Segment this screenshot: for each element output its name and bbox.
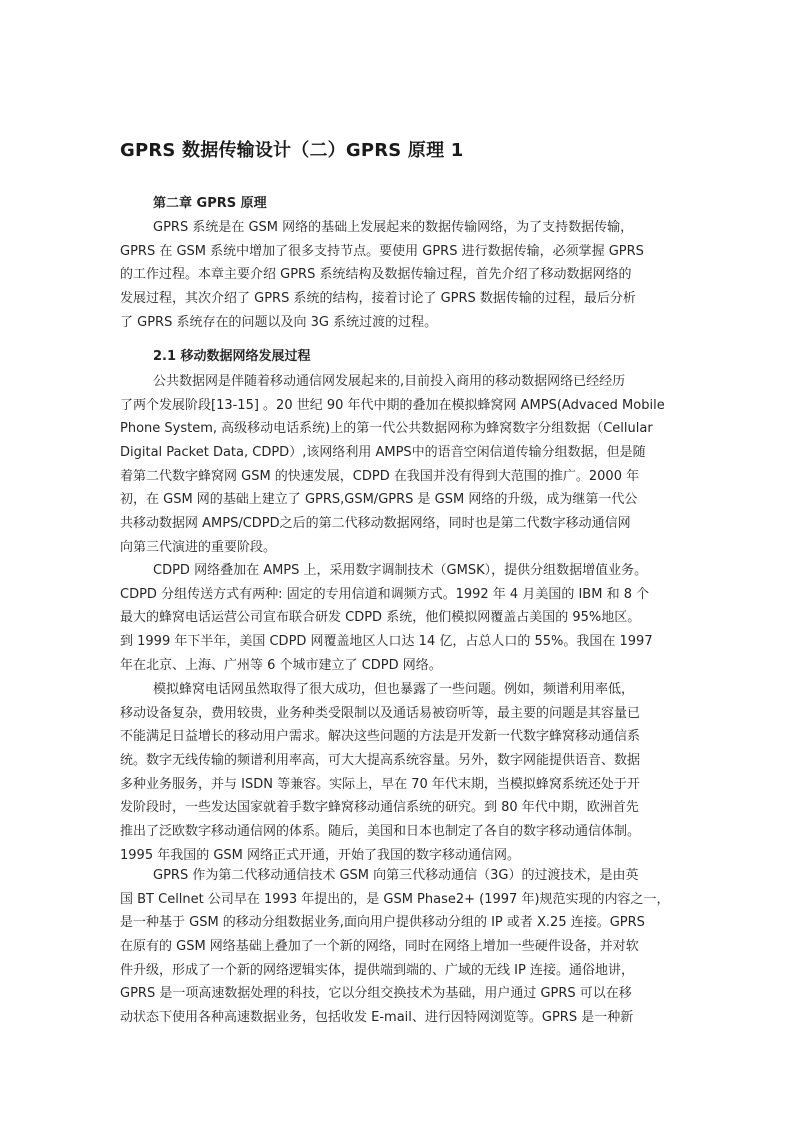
paragraph-line: Digital Packet Data, CDPD）,该网络利用 AMPS中的语音空闲信道传输分组数据，但是随 [120, 445, 646, 461]
paragraph-line: GPRS 系统是在 GSM 网络的基础上发展起来的数据传输网络，为了支持数据传输， [153, 220, 634, 235]
paragraph-line: 1995 年我国的 GSM 网络正式开通，开始了我国的数字移动通信网。 [120, 847, 521, 863]
paragraph-line: 共移动数据网 AMPS/CDPD之后的第二代移动数据网络，同时也是第二代数字移动通信网 [120, 516, 631, 532]
paragraph-4 [120, 678, 680, 868]
paragraph-line: 移动设备复杂，费用较贵，业务种类受限制以及通话易被窃听等，最主要的问题是其容量已 [120, 705, 641, 721]
paragraph-line: 件升级，形成了一个新的网络逻辑实体，提供端到端的、广域的无线 IP 连接。通俗地讲， [120, 962, 634, 978]
paragraph-line: 公共数据网是伴随着移动通信网发展起来的,目前投入商用的移动数据网络已经经历 [153, 374, 626, 389]
paragraph-line: 不能满足日益增长的移动用户需求。解决这些问题的方法是开发新一代数字蜂窝移动通信系 [120, 729, 641, 745]
paragraph-1 [120, 216, 680, 334]
paragraph-5 [120, 864, 680, 1030]
paragraph-line: GPRS 作为第二代移动通信技术 GSM 向第三代移动通信（3G）的过渡技术，是由英 [153, 868, 639, 883]
paragraph-line: 年在北京、上海、广州等 6 个城市建立了 CDPD 网络。 [120, 657, 442, 673]
paragraph-line: 了两个发展阶段[13-15] 。20 世纪 90 年代中期的叠加在模拟蜂窝网 AMPS(Advaced Mobile [120, 397, 665, 413]
paragraph-line: GPRS 是一项高速数据处理的科技，它以分组交换技术为基础，用户通过 GPRS 可以在移 [120, 986, 632, 1002]
paragraph-line: 在原有的 GSM 网络基础上叠加了一个新的网络，同时在网络上增加一些硬件设备，并对软 [120, 939, 639, 955]
paragraph-line: 初，在 GSM 网的基础上建立了 GPRS,GSM/GPRS 是 GSM 网络的升级，成为继第一代公 [120, 492, 638, 508]
paragraph-line: 动状态下使用各种高速数据业务，包括收发 E-mail、进行因特网浏览等。GPRS 是一种新 [120, 1010, 634, 1026]
paragraph-line: 发展过程，其次介绍了 GPRS 系统的结构，接着讨论了 GPRS 数据传输的过程，最后分析 [120, 291, 636, 307]
paragraph-3 [120, 559, 680, 677]
paragraph-line: 国 BT Cellnet 公司早在 1993 年提出的，是 GSM Phase2+ (1997 年)规范实现的内容之一， [120, 891, 670, 907]
paragraph-line: 最大的蜂窝电话运营公司宣布联合研发 CDPD 系统，他们模拟网覆盖占美国的 95%地区。 [120, 610, 641, 626]
document-title: GPRS 数据传输设计（二）GPRS 原理 1 [120, 140, 464, 161]
paragraph-line: 了 GPRS 系统存在的问题以及向 3G 系统过渡的过程。 [120, 314, 438, 330]
paragraph-line: 的工作过程。本章主要介绍 GPRS 系统结构及数据传输过程，首先介绍了移动数据网络的 [120, 267, 632, 283]
paragraph-line: 向第三代演进的重要阶段。 [120, 539, 277, 555]
section-heading: 2.1 移动数据网络发展过程 [153, 349, 311, 364]
paragraph-line: GPRS 在 GSM 系统中增加了很多支持节点。要使用 GPRS 进行数据传输，必须掌握 GPRS [120, 243, 644, 259]
paragraph-2 [120, 370, 680, 560]
paragraph-line: CDPD 分组传送方式有两种: 固定的专用信道和调频方式。1992 年 4 月美国的 IBM 和 8 个 [120, 586, 650, 602]
paragraph-line: 推出了泛欧数字移动通信网的体系。随后，美国和日本也制定了各自的数字移动通信体制。 [120, 824, 641, 840]
paragraph-line: 着第二代数字蜂窝网 GSM 的快速发展，CDPD 在我国并没有得到大范围的推广。2000 年 [120, 468, 640, 484]
paragraph-line: 是一种基于 GSM 的移动分组数据业务,面向用户提供移动分组的 IP 或者 X.25 连接。GPRS [120, 915, 645, 931]
paragraph-line: 模拟蜂窝电话网虽然取得了很大成功，但也暴露了一些问题。例如，频谱利用率低， [153, 682, 635, 697]
paragraph-line: CDPD 网络叠加在 AMPS 上，采用数字调制技术（GMSK），提供分组数据增值业务。 [153, 563, 648, 578]
chapter-heading: 第二章 GPRS 原理 [153, 196, 267, 211]
paragraph-line: 统。数字无线传输的频谱利用率高，可大大提高系统容量。另外，数字网能提供语音、数据 [120, 753, 641, 769]
paragraph-line: 多种业务服务，并与 ISDN 等兼容。实际上，早在 70 年代末期，当模拟蜂窝系统还处于开 [120, 776, 640, 792]
paragraph-line: 发阶段时，一些发达国家就着手数字蜂窝移动通信系统的研究。到 80 年代中期，欧洲首先 [120, 800, 639, 816]
paragraph-line: 到 1999 年下半年，美国 CDPD 网覆盖地区人口达 14 亿，占总人口的 55%。我国在 1997 [120, 634, 653, 650]
paragraph-line: Phone System, 高级移动电话系统)上的第一代公共数据网称为蜂窝数字分组数据（Cellular [120, 421, 653, 437]
